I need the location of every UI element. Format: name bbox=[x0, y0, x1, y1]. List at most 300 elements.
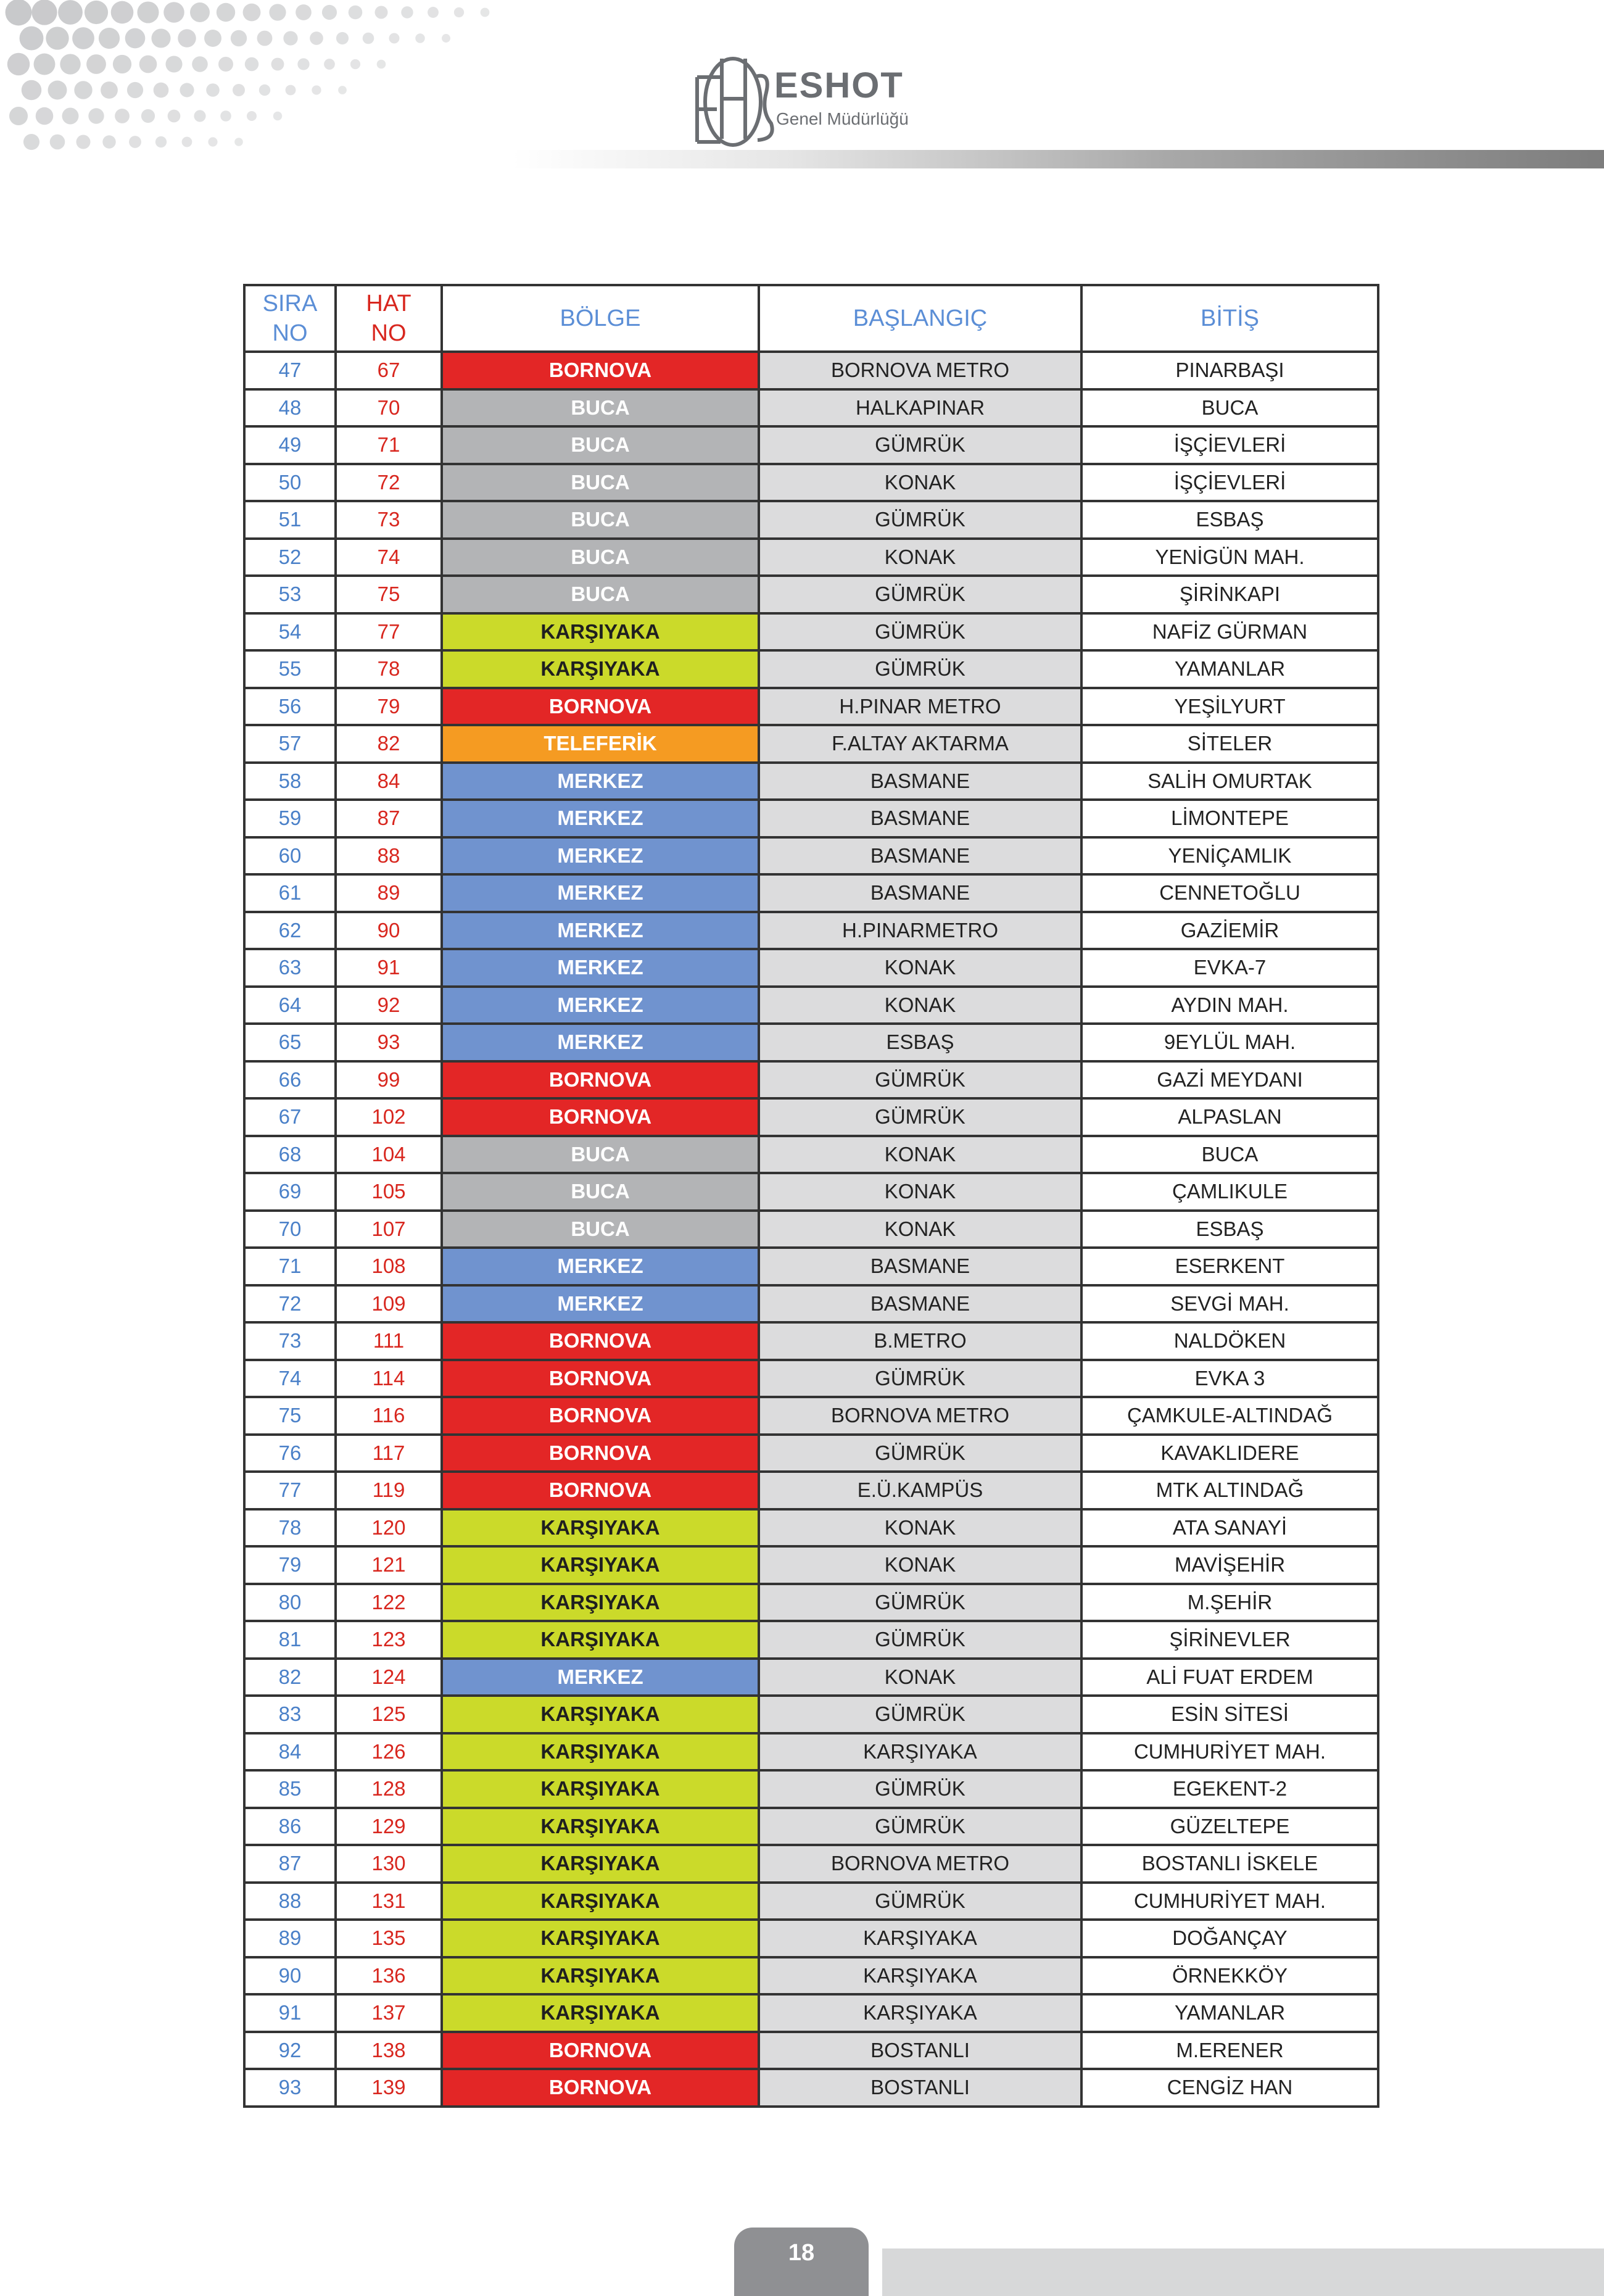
sira-no-cell: 58 bbox=[244, 763, 336, 800]
table-row bbox=[244, 1435, 1378, 1472]
decorative-dot bbox=[180, 83, 194, 97]
bitis-cell: DOĞANÇAY bbox=[1081, 1920, 1378, 1957]
bitis-cell: KAVAKLIDERE bbox=[1081, 1435, 1378, 1472]
sira-no-cell: 51 bbox=[244, 501, 336, 539]
hat-no-cell: 105 bbox=[336, 1173, 442, 1211]
bolge-cell: BORNOVA bbox=[442, 1360, 759, 1398]
hat-no-cell: 93 bbox=[336, 1024, 442, 1061]
sira-no-cell: 53 bbox=[244, 576, 336, 613]
baslangic-cell: ESBAŞ bbox=[759, 1024, 1081, 1061]
table-row bbox=[244, 426, 1378, 464]
table-row bbox=[244, 1211, 1378, 1248]
decorative-dot bbox=[234, 138, 243, 146]
table-row bbox=[244, 763, 1378, 800]
sira-no-cell: 93 bbox=[244, 2069, 336, 2107]
decorative-dot bbox=[102, 135, 115, 148]
decorative-dot bbox=[363, 33, 374, 44]
decorative-dot bbox=[338, 86, 347, 94]
decorative-dot bbox=[194, 110, 205, 122]
hat-no-cell: 125 bbox=[336, 1696, 442, 1733]
bolge-cell: BUCA bbox=[442, 464, 759, 502]
decorative-dot bbox=[60, 54, 80, 74]
decorative-dot bbox=[58, 0, 83, 25]
decorative-dot bbox=[233, 84, 245, 96]
baslangic-cell: B.METRO bbox=[759, 1322, 1081, 1360]
decorative-dot bbox=[99, 28, 120, 49]
decorative-dot bbox=[178, 29, 196, 48]
bolge-cell: BUCA bbox=[442, 539, 759, 576]
decorative-dot bbox=[204, 30, 221, 47]
bitis-cell: SİTELER bbox=[1081, 725, 1378, 763]
baslangic-cell: H.PINAR METRO bbox=[759, 688, 1081, 726]
decorative-dot bbox=[259, 85, 270, 96]
hat-no-cell: 67 bbox=[336, 352, 442, 389]
decorative-dot bbox=[286, 85, 296, 96]
decorative-dot bbox=[36, 107, 54, 125]
decorative-dot bbox=[247, 111, 257, 121]
sira-no-cell: 60 bbox=[244, 837, 336, 875]
sira-no-cell: 77 bbox=[244, 1472, 336, 1509]
baslangic-cell: KONAK bbox=[759, 949, 1081, 987]
header-hat-no: HAT NO bbox=[336, 285, 442, 352]
decorative-dot bbox=[155, 136, 167, 147]
hat-no-cell: 119 bbox=[336, 1472, 442, 1509]
baslangic-cell: BASMANE bbox=[759, 763, 1081, 800]
table-row bbox=[244, 2032, 1378, 2070]
bitis-cell: GÜZELTEPE bbox=[1081, 1808, 1378, 1846]
baslangic-cell: BORNOVA METRO bbox=[759, 352, 1081, 389]
decorative-dot bbox=[74, 81, 92, 99]
baslangic-cell: BOSTANLI bbox=[759, 2069, 1081, 2107]
decorative-dot bbox=[6, 0, 32, 25]
sira-no-cell: 89 bbox=[244, 1920, 336, 1957]
sira-no-cell: 86 bbox=[244, 1808, 336, 1846]
table-row bbox=[244, 650, 1378, 688]
table-row bbox=[244, 1957, 1378, 1995]
table-row bbox=[244, 1883, 1378, 1920]
sira-no-cell: 68 bbox=[244, 1136, 336, 1174]
baslangic-cell: KONAK bbox=[759, 464, 1081, 502]
hat-no-cell: 122 bbox=[336, 1584, 442, 1622]
bitis-cell: CUMHURİYET MAH. bbox=[1081, 1733, 1378, 1771]
baslangic-cell: H.PINARMETRO bbox=[759, 912, 1081, 950]
bitis-cell: ALİ FUAT ERDEM bbox=[1081, 1659, 1378, 1696]
hat-no-cell: 117 bbox=[336, 1435, 442, 1472]
bolge-cell: KARŞIYAKA bbox=[442, 1621, 759, 1659]
table-row bbox=[244, 800, 1378, 837]
bitis-cell: CENNETOĞLU bbox=[1081, 874, 1378, 912]
bolge-cell: KARŞIYAKA bbox=[442, 1733, 759, 1771]
sira-no-cell: 62 bbox=[244, 912, 336, 950]
baslangic-cell: BASMANE bbox=[759, 1285, 1081, 1323]
bitis-cell: M.ŞEHİR bbox=[1081, 1584, 1378, 1622]
hat-no-cell: 73 bbox=[336, 501, 442, 539]
baslangic-cell: KARŞIYAKA bbox=[759, 1733, 1081, 1771]
hat-no-cell: 121 bbox=[336, 1546, 442, 1584]
decorative-dot bbox=[165, 56, 182, 72]
hat-no-cell: 82 bbox=[336, 725, 442, 763]
hat-no-cell: 78 bbox=[336, 650, 442, 688]
bolge-cell: BORNOVA bbox=[442, 1435, 759, 1472]
sira-no-cell: 55 bbox=[244, 650, 336, 688]
decorative-dot bbox=[269, 4, 286, 20]
sira-no-cell: 64 bbox=[244, 987, 336, 1024]
bolge-cell: MERKEZ bbox=[442, 800, 759, 837]
table-row bbox=[244, 1509, 1378, 1547]
bitis-cell: ÖRNEKKÖY bbox=[1081, 1957, 1378, 1995]
sira-no-cell: 83 bbox=[244, 1696, 336, 1733]
hat-no-cell: 87 bbox=[336, 800, 442, 837]
decorative-dot bbox=[377, 60, 386, 69]
hat-no-cell: 77 bbox=[336, 613, 442, 651]
bolge-cell: KARŞIYAKA bbox=[442, 1994, 759, 2032]
bitis-cell: ALPASLAN bbox=[1081, 1098, 1378, 1136]
bitis-cell: YAMANLAR bbox=[1081, 650, 1378, 688]
decorative-dot bbox=[324, 59, 335, 70]
baslangic-cell: KONAK bbox=[759, 1136, 1081, 1174]
sira-no-cell: 85 bbox=[244, 1770, 336, 1808]
decorative-dot bbox=[23, 134, 39, 150]
bitis-cell: YENİGÜN MAH. bbox=[1081, 539, 1378, 576]
bitis-cell: İŞÇİEVLERİ bbox=[1081, 464, 1378, 502]
table-row bbox=[244, 464, 1378, 502]
hat-no-cell: 88 bbox=[336, 837, 442, 875]
baslangic-cell: KARŞIYAKA bbox=[759, 1957, 1081, 1995]
baslangic-cell: E.Ü.KAMPÜS bbox=[759, 1472, 1081, 1509]
bitis-cell: LİMONTEPE bbox=[1081, 800, 1378, 837]
hat-no-cell: 99 bbox=[336, 1061, 442, 1099]
sira-no-cell: 91 bbox=[244, 1994, 336, 2032]
baslangic-cell: BASMANE bbox=[759, 1248, 1081, 1285]
bolge-cell: BORNOVA bbox=[442, 688, 759, 726]
bitis-cell: BUCA bbox=[1081, 389, 1378, 427]
table-row bbox=[244, 1621, 1378, 1659]
bitis-cell: ŞİRİNEVLER bbox=[1081, 1621, 1378, 1659]
hat-no-cell: 124 bbox=[336, 1659, 442, 1696]
hat-no-cell: 90 bbox=[336, 912, 442, 950]
baslangic-cell: GÜMRÜK bbox=[759, 1098, 1081, 1136]
hat-no-cell: 104 bbox=[336, 1136, 442, 1174]
table-row bbox=[244, 576, 1378, 613]
bolge-cell: KARŞIYAKA bbox=[442, 1920, 759, 1957]
bitis-cell: ESBAŞ bbox=[1081, 1211, 1378, 1248]
decorative-dot bbox=[137, 1, 159, 23]
table-row bbox=[244, 2069, 1378, 2107]
header-baslangic: BAŞLANGIÇ bbox=[759, 285, 1081, 352]
baslangic-cell: GÜMRÜK bbox=[759, 426, 1081, 464]
hat-no-cell: 116 bbox=[336, 1397, 442, 1435]
decorative-dot bbox=[271, 58, 284, 71]
baslangic-cell: GÜMRÜK bbox=[759, 1808, 1081, 1846]
table-row bbox=[244, 1472, 1378, 1509]
decorative-dot bbox=[139, 56, 157, 73]
table-row bbox=[244, 1659, 1378, 1696]
baslangic-cell: BORNOVA METRO bbox=[759, 1845, 1081, 1883]
decorative-dot bbox=[72, 27, 94, 49]
baslangic-cell: GÜMRÜK bbox=[759, 1435, 1081, 1472]
decorative-dot bbox=[231, 30, 247, 46]
hat-no-cell: 138 bbox=[336, 2032, 442, 2070]
header-bitis: BİTİŞ bbox=[1081, 285, 1378, 352]
table-row bbox=[244, 1136, 1378, 1174]
hat-no-cell: 102 bbox=[336, 1098, 442, 1136]
bolge-cell: KARŞIYAKA bbox=[442, 1883, 759, 1920]
bitis-cell: YEŞİLYURT bbox=[1081, 688, 1378, 726]
decorative-dots bbox=[0, 0, 531, 167]
bitis-cell: SALİH OMURTAK bbox=[1081, 763, 1378, 800]
baslangic-cell: BORNOVA METRO bbox=[759, 1397, 1081, 1435]
table-row bbox=[244, 1733, 1378, 1771]
logo-title: ESHOT bbox=[774, 65, 904, 106]
decorative-dot bbox=[273, 112, 282, 120]
sira-no-cell: 61 bbox=[244, 874, 336, 912]
decorative-dot bbox=[111, 1, 134, 24]
sira-no-cell: 92 bbox=[244, 2032, 336, 2070]
sira-no-cell: 79 bbox=[244, 1546, 336, 1584]
decorative-dot bbox=[243, 4, 261, 22]
sira-no-cell: 88 bbox=[244, 1883, 336, 1920]
sira-no-cell: 72 bbox=[244, 1285, 336, 1323]
bitis-cell: EGEKENT-2 bbox=[1081, 1770, 1378, 1808]
sira-no-cell: 82 bbox=[244, 1659, 336, 1696]
table-row bbox=[244, 1061, 1378, 1099]
decorative-dot bbox=[350, 59, 360, 69]
decorative-dot bbox=[454, 7, 464, 17]
bitis-cell: CENGİZ HAN bbox=[1081, 2069, 1378, 2107]
logo-subtitle: Genel Müdürlüğü bbox=[776, 109, 909, 128]
bolge-cell: BUCA bbox=[442, 501, 759, 539]
bitis-cell: MTK ALTINDAĞ bbox=[1081, 1472, 1378, 1509]
table-row bbox=[244, 1322, 1378, 1360]
bitis-cell: CUMHURİYET MAH. bbox=[1081, 1883, 1378, 1920]
hat-no-cell: 79 bbox=[336, 688, 442, 726]
decorative-dot bbox=[206, 83, 220, 97]
decorative-dot bbox=[310, 31, 323, 45]
sira-no-cell: 81 bbox=[244, 1621, 336, 1659]
sira-no-cell: 76 bbox=[244, 1435, 336, 1472]
hat-no-cell: 74 bbox=[336, 539, 442, 576]
bolge-cell: MERKEZ bbox=[442, 987, 759, 1024]
decorative-dot bbox=[208, 137, 217, 146]
bolge-cell: MERKEZ bbox=[442, 949, 759, 987]
baslangic-cell: BASMANE bbox=[759, 874, 1081, 912]
bolge-cell: BUCA bbox=[442, 426, 759, 464]
hat-no-cell: 129 bbox=[336, 1808, 442, 1846]
decorative-dot bbox=[257, 31, 273, 46]
sira-no-cell: 65 bbox=[244, 1024, 336, 1061]
baslangic-cell: GÜMRÜK bbox=[759, 613, 1081, 651]
hat-no-cell: 114 bbox=[336, 1360, 442, 1398]
sira-no-cell: 48 bbox=[244, 389, 336, 427]
page-number-tab bbox=[734, 2228, 869, 2296]
table-row bbox=[244, 1808, 1378, 1846]
sira-no-cell: 75 bbox=[244, 1397, 336, 1435]
decorative-dot bbox=[163, 2, 184, 23]
decorative-dot bbox=[9, 107, 28, 125]
bolge-cell: BUCA bbox=[442, 1211, 759, 1248]
baslangic-cell: KONAK bbox=[759, 1211, 1081, 1248]
decorative-dot bbox=[374, 6, 387, 19]
baslangic-cell: GÜMRÜK bbox=[759, 1584, 1081, 1622]
decorative-dot bbox=[101, 81, 118, 99]
sira-no-cell: 66 bbox=[244, 1061, 336, 1099]
bolge-cell: BORNOVA bbox=[442, 352, 759, 389]
bitis-cell: NAFİZ GÜRMAN bbox=[1081, 613, 1378, 651]
sira-no-cell: 73 bbox=[244, 1322, 336, 1360]
table-row bbox=[244, 1098, 1378, 1136]
footer-bar bbox=[882, 2248, 1604, 2296]
hat-no-cell: 139 bbox=[336, 2069, 442, 2107]
sira-no-cell: 47 bbox=[244, 352, 336, 389]
baslangic-cell: GÜMRÜK bbox=[759, 501, 1081, 539]
hat-no-cell: 131 bbox=[336, 1883, 442, 1920]
table-row bbox=[244, 1360, 1378, 1398]
hat-no-cell: 91 bbox=[336, 949, 442, 987]
baslangic-cell: GÜMRÜK bbox=[759, 1621, 1081, 1659]
baslangic-cell: GÜMRÜK bbox=[759, 1696, 1081, 1733]
decorative-dot bbox=[20, 27, 44, 51]
bitis-cell: BOSTANLI İSKELE bbox=[1081, 1845, 1378, 1883]
table-row bbox=[244, 1397, 1378, 1435]
sira-no-cell: 70 bbox=[244, 1211, 336, 1248]
decorative-dot bbox=[141, 109, 155, 123]
route-rows bbox=[244, 352, 1378, 2107]
baslangic-cell: KONAK bbox=[759, 1509, 1081, 1547]
decorative-dot bbox=[34, 54, 56, 75]
hat-no-cell: 126 bbox=[336, 1733, 442, 1771]
hat-no-cell: 120 bbox=[336, 1509, 442, 1547]
table-header-row bbox=[244, 285, 1378, 352]
bolge-cell: KARŞIYAKA bbox=[442, 1808, 759, 1846]
decorative-dot bbox=[48, 81, 67, 100]
decorative-dot bbox=[88, 108, 104, 123]
decorative-dot bbox=[349, 6, 363, 20]
sira-no-cell: 87 bbox=[244, 1845, 336, 1883]
bolge-cell: BORNOVA bbox=[442, 1061, 759, 1099]
bitis-cell: ESBAŞ bbox=[1081, 501, 1378, 539]
bolge-cell: BORNOVA bbox=[442, 1098, 759, 1136]
sira-no-cell: 63 bbox=[244, 949, 336, 987]
sira-no-cell: 67 bbox=[244, 1098, 336, 1136]
bitis-cell: GAZİEMİR bbox=[1081, 912, 1378, 950]
decorative-dot bbox=[283, 31, 297, 45]
decorative-dot bbox=[401, 6, 413, 18]
decorative-dot bbox=[7, 53, 30, 75]
bolge-cell: BUCA bbox=[442, 1173, 759, 1211]
bolge-cell: KARŞIYAKA bbox=[442, 1957, 759, 1995]
table-row bbox=[244, 1994, 1378, 2032]
bolge-cell: BUCA bbox=[442, 1136, 759, 1174]
decorative-dot bbox=[125, 28, 146, 49]
decorative-dot bbox=[127, 82, 143, 98]
bolge-cell: MERKEZ bbox=[442, 874, 759, 912]
decorative-dot bbox=[154, 83, 169, 98]
bolge-cell: MERKEZ bbox=[442, 1285, 759, 1323]
table-row bbox=[244, 1584, 1378, 1622]
decorative-dot bbox=[481, 8, 490, 17]
decorative-dot bbox=[217, 3, 235, 22]
decorative-dot bbox=[190, 2, 210, 22]
decorative-dot bbox=[50, 135, 65, 150]
sira-no-cell: 74 bbox=[244, 1360, 336, 1398]
hat-no-cell: 89 bbox=[336, 874, 442, 912]
bolge-cell: BORNOVA bbox=[442, 2069, 759, 2107]
hat-no-cell: 72 bbox=[336, 464, 442, 502]
hat-no-cell: 111 bbox=[336, 1322, 442, 1360]
bitis-cell: İŞÇİEVLERİ bbox=[1081, 426, 1378, 464]
hat-no-cell: 128 bbox=[336, 1770, 442, 1808]
hat-no-cell: 137 bbox=[336, 1994, 442, 2032]
table-row bbox=[244, 874, 1378, 912]
table-row bbox=[244, 1845, 1378, 1883]
bolge-cell: KARŞIYAKA bbox=[442, 1770, 759, 1808]
baslangic-cell: KONAK bbox=[759, 987, 1081, 1024]
bolge-cell: BUCA bbox=[442, 389, 759, 427]
bolge-cell: MERKEZ bbox=[442, 1248, 759, 1285]
bolge-cell: BORNOVA bbox=[442, 2032, 759, 2070]
baslangic-cell: KONAK bbox=[759, 1659, 1081, 1696]
sira-no-cell: 57 bbox=[244, 725, 336, 763]
table-row bbox=[244, 725, 1378, 763]
bolge-cell: KARŞIYAKA bbox=[442, 1696, 759, 1733]
bitis-cell: YENİÇAMLIK bbox=[1081, 837, 1378, 875]
decorative-dot bbox=[322, 5, 337, 20]
table-row bbox=[244, 1696, 1378, 1733]
bitis-cell: GAZİ MEYDANI bbox=[1081, 1061, 1378, 1099]
bolge-cell: MERKEZ bbox=[442, 763, 759, 800]
baslangic-cell: GÜMRÜK bbox=[759, 1770, 1081, 1808]
table-row bbox=[244, 837, 1378, 875]
bitis-cell: BUCA bbox=[1081, 1136, 1378, 1174]
table-row bbox=[244, 1285, 1378, 1323]
bitis-cell: ESERKENT bbox=[1081, 1248, 1378, 1285]
table-row bbox=[244, 1024, 1378, 1061]
decorative-dot bbox=[46, 27, 68, 49]
bitis-cell: EVKA-7 bbox=[1081, 949, 1378, 987]
decorative-dot bbox=[245, 57, 258, 71]
bitis-cell: 9EYLÜL MAH. bbox=[1081, 1024, 1378, 1061]
bitis-cell: ATA SANAYİ bbox=[1081, 1509, 1378, 1547]
hat-no-cell: 92 bbox=[336, 987, 442, 1024]
sira-no-cell: 69 bbox=[244, 1173, 336, 1211]
table-row bbox=[244, 1546, 1378, 1584]
baslangic-cell: GÜMRÜK bbox=[759, 1883, 1081, 1920]
bolge-cell: KARŞIYAKA bbox=[442, 1546, 759, 1584]
bolge-cell: KARŞIYAKA bbox=[442, 613, 759, 651]
decorative-dot bbox=[297, 58, 309, 70]
bitis-cell: EVKA 3 bbox=[1081, 1360, 1378, 1398]
bitis-cell: ÇAMKULE-ALTINDAĞ bbox=[1081, 1397, 1378, 1435]
baslangic-cell: GÜMRÜK bbox=[759, 1360, 1081, 1398]
table-row bbox=[244, 389, 1378, 427]
bolge-cell: BUCA bbox=[442, 576, 759, 613]
bolge-cell: MERKEZ bbox=[442, 1659, 759, 1696]
baslangic-cell: GÜMRÜK bbox=[759, 650, 1081, 688]
sira-no-cell: 71 bbox=[244, 1248, 336, 1285]
bolge-cell: MERKEZ bbox=[442, 1024, 759, 1061]
bolge-cell: BORNOVA bbox=[442, 1322, 759, 1360]
header-bolge: BÖLGE bbox=[442, 285, 759, 352]
decorative-dot bbox=[312, 85, 321, 94]
baslangic-cell: KARŞIYAKA bbox=[759, 1920, 1081, 1957]
bolge-cell: BORNOVA bbox=[442, 1397, 759, 1435]
bitis-cell: YAMANLAR bbox=[1081, 1994, 1378, 2032]
decorative-dot bbox=[442, 34, 450, 43]
bitis-cell: AYDIN MAH. bbox=[1081, 987, 1378, 1024]
header-bar bbox=[512, 150, 1604, 168]
table-row bbox=[244, 1770, 1378, 1808]
hat-no-cell: 136 bbox=[336, 1957, 442, 1995]
